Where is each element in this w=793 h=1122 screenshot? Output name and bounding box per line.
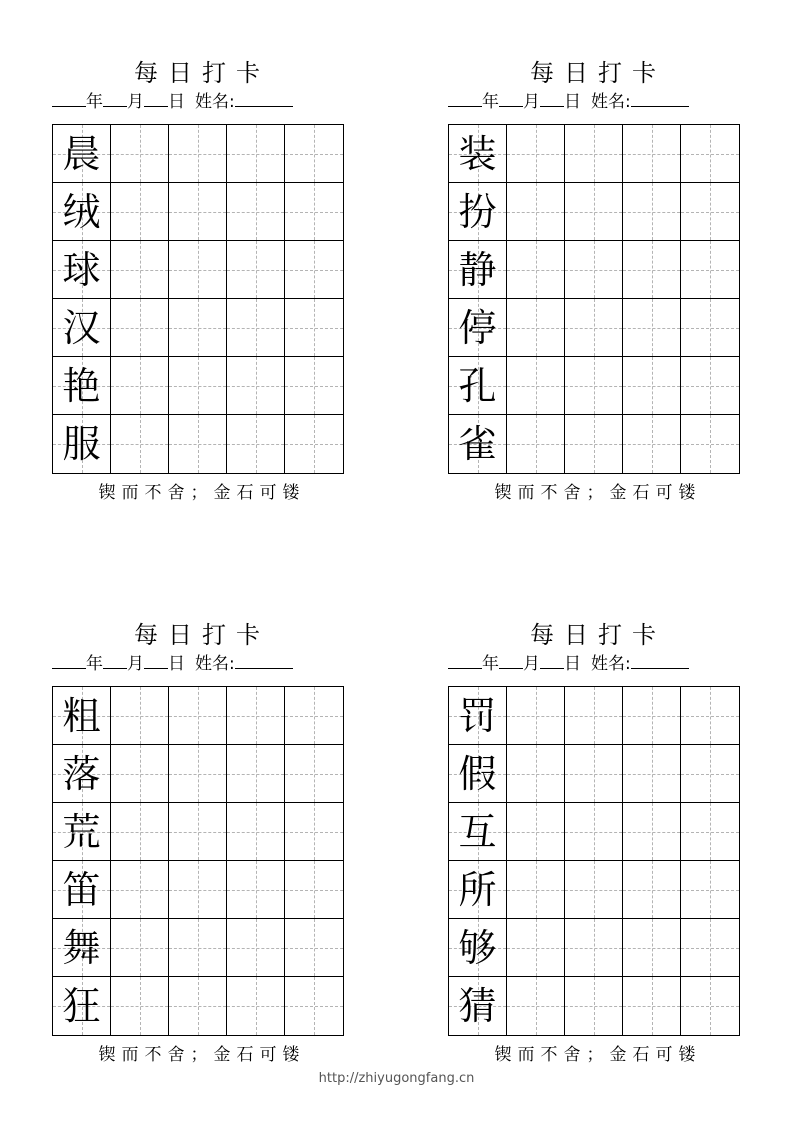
practice-cell[interactable] xyxy=(285,125,343,183)
practice-cell[interactable] xyxy=(507,919,565,977)
model-character: 猜 xyxy=(458,984,497,1028)
practice-cell[interactable] xyxy=(681,803,739,861)
practice-cell[interactable] xyxy=(681,745,739,803)
practice-cell[interactable] xyxy=(681,357,739,415)
model-char-cell xyxy=(53,861,111,919)
model-character: 落 xyxy=(62,751,101,796)
month-blank[interactable] xyxy=(499,90,523,107)
practice-cell[interactable] xyxy=(285,745,343,803)
practice-cell[interactable] xyxy=(111,125,169,183)
practice-cell[interactable] xyxy=(169,687,227,745)
name-blank[interactable] xyxy=(235,90,293,107)
model-character: 静 xyxy=(458,247,497,292)
practice-cell[interactable] xyxy=(623,687,681,745)
model-char-cell xyxy=(53,241,111,299)
practice-cell[interactable] xyxy=(507,687,565,745)
practice-cell[interactable] xyxy=(623,415,681,473)
day-label: 日 xyxy=(564,92,581,112)
model-character: 装 xyxy=(458,131,497,176)
practice-cell[interactable] xyxy=(565,687,623,745)
practice-cell[interactable] xyxy=(227,977,285,1035)
practice-cell[interactable] xyxy=(507,415,565,473)
model-character: 汉 xyxy=(62,305,101,350)
model-character: 晨 xyxy=(62,131,101,176)
practice-cell[interactable] xyxy=(565,977,623,1035)
name-label: 姓名: xyxy=(591,654,631,674)
year-blank[interactable] xyxy=(52,652,86,669)
model-character: 舞 xyxy=(62,925,101,970)
name-label: 姓名: xyxy=(195,654,235,674)
practice-cell[interactable] xyxy=(565,745,623,803)
practice-cell[interactable] xyxy=(227,125,285,183)
practice-cell[interactable] xyxy=(285,803,343,861)
motto-text: 锲而不舍；金石可镂 xyxy=(494,483,702,503)
model-char-cell xyxy=(53,977,111,1035)
motto-text: 锲而不舍；金石可镂 xyxy=(98,483,306,503)
practice-cell[interactable] xyxy=(623,803,681,861)
practice-cell[interactable] xyxy=(169,861,227,919)
model-char-cell xyxy=(53,803,111,861)
practice-cell[interactable] xyxy=(565,125,623,183)
practice-cell[interactable] xyxy=(111,241,169,299)
practice-cell[interactable] xyxy=(565,357,623,415)
date-name-line xyxy=(52,90,352,113)
practice-cell[interactable] xyxy=(681,861,739,919)
model-character: 服 xyxy=(62,422,101,466)
practice-cell[interactable] xyxy=(565,861,623,919)
day-label: 日 xyxy=(168,654,185,674)
practice-cell[interactable] xyxy=(507,745,565,803)
month-blank[interactable] xyxy=(499,652,523,669)
practice-cell[interactable] xyxy=(507,803,565,861)
model-character: 所 xyxy=(458,867,497,912)
practice-cell[interactable] xyxy=(565,183,623,241)
model-char-cell xyxy=(449,803,507,861)
practice-cell[interactable] xyxy=(227,183,285,241)
practice-cell[interactable] xyxy=(111,415,169,473)
model-character: 荒 xyxy=(62,809,101,854)
practice-cell[interactable] xyxy=(681,415,739,473)
practice-cell[interactable] xyxy=(681,241,739,299)
day-label: 日 xyxy=(168,92,185,112)
model-char-cell xyxy=(53,687,111,745)
date-name-line xyxy=(448,90,748,113)
practice-cell[interactable] xyxy=(681,919,739,977)
month-blank[interactable] xyxy=(103,652,127,669)
model-char-cell xyxy=(449,241,507,299)
practice-cell[interactable] xyxy=(681,977,739,1035)
practice-cell[interactable] xyxy=(227,415,285,473)
model-char-cell xyxy=(53,357,111,415)
practice-cell[interactable] xyxy=(169,919,227,977)
year-blank[interactable] xyxy=(52,90,86,107)
practice-cell[interactable] xyxy=(169,803,227,861)
practice-cell[interactable] xyxy=(623,299,681,357)
practice-cell[interactable] xyxy=(565,299,623,357)
practice-cell[interactable] xyxy=(111,357,169,415)
practice-cell[interactable] xyxy=(623,977,681,1035)
model-char-cell xyxy=(53,745,111,803)
model-char-cell xyxy=(449,183,507,241)
year-label: 年 xyxy=(86,654,103,674)
model-char-cell xyxy=(53,415,111,473)
practice-cell[interactable] xyxy=(169,357,227,415)
practice-cell[interactable] xyxy=(111,919,169,977)
practice-cell[interactable] xyxy=(169,299,227,357)
practice-cell[interactable] xyxy=(681,183,739,241)
practice-cell[interactable] xyxy=(227,241,285,299)
day-label: 日 xyxy=(564,654,581,674)
model-char-cell xyxy=(449,415,507,473)
practice-cell[interactable] xyxy=(623,183,681,241)
footer-url: http://zhiyugongfang.cn xyxy=(318,1071,475,1086)
model-character: 罚 xyxy=(458,693,497,738)
year-label: 年 xyxy=(482,92,499,112)
tian-grid xyxy=(52,124,344,474)
model-char-cell xyxy=(449,861,507,919)
practice-cell[interactable] xyxy=(623,861,681,919)
year-label: 年 xyxy=(86,92,103,112)
practice-cell[interactable] xyxy=(111,803,169,861)
year-blank[interactable] xyxy=(448,90,482,107)
practice-cell[interactable] xyxy=(285,357,343,415)
month-label: 月 xyxy=(523,654,540,674)
practice-cell[interactable] xyxy=(111,687,169,745)
month-label: 月 xyxy=(523,92,540,112)
model-char-cell xyxy=(449,299,507,357)
model-character: 笛 xyxy=(62,867,101,912)
model-char-cell xyxy=(449,745,507,803)
model-char-cell xyxy=(449,919,507,977)
day-blank[interactable] xyxy=(144,652,168,669)
practice-cell[interactable] xyxy=(623,125,681,183)
practice-cell[interactable] xyxy=(565,241,623,299)
month-label: 月 xyxy=(127,654,144,674)
practice-cell[interactable] xyxy=(111,299,169,357)
name-label: 姓名: xyxy=(591,92,631,112)
model-character: 假 xyxy=(458,751,497,796)
practice-cell[interactable] xyxy=(507,977,565,1035)
card-title: 每日打卡 xyxy=(530,621,666,649)
practice-cell[interactable] xyxy=(169,183,227,241)
practice-cell[interactable] xyxy=(285,183,343,241)
motto-text: 锲而不舍；金石可镂 xyxy=(98,1045,306,1065)
model-character: 绒 xyxy=(62,189,101,234)
motto-text: 锲而不舍；金石可镂 xyxy=(494,1045,702,1065)
model-char-cell xyxy=(53,919,111,977)
card-title: 每日打卡 xyxy=(134,59,270,87)
model-character: 够 xyxy=(458,925,497,970)
practice-cell[interactable] xyxy=(565,919,623,977)
card-title: 每日打卡 xyxy=(530,59,666,87)
practice-cell[interactable] xyxy=(507,125,565,183)
practice-cell[interactable] xyxy=(681,125,739,183)
name-label: 姓名: xyxy=(195,92,235,112)
practice-cell[interactable] xyxy=(507,861,565,919)
practice-cell[interactable] xyxy=(507,241,565,299)
model-char-cell xyxy=(449,357,507,415)
practice-cell[interactable] xyxy=(227,803,285,861)
practice-cell[interactable] xyxy=(507,357,565,415)
tian-grid xyxy=(448,686,740,1036)
model-char-cell xyxy=(53,183,111,241)
practice-cell[interactable] xyxy=(169,241,227,299)
practice-cell[interactable] xyxy=(507,183,565,241)
tian-grid xyxy=(52,686,344,1036)
name-blank[interactable] xyxy=(235,652,293,669)
practice-cell[interactable] xyxy=(227,861,285,919)
name-blank[interactable] xyxy=(631,652,689,669)
month-blank[interactable] xyxy=(103,90,127,107)
practice-cell[interactable] xyxy=(227,357,285,415)
practice-cell[interactable] xyxy=(285,861,343,919)
practice-cell[interactable] xyxy=(227,745,285,803)
tian-grid xyxy=(448,124,740,474)
practice-cell[interactable] xyxy=(285,687,343,745)
practice-cell[interactable] xyxy=(681,687,739,745)
practice-cell[interactable] xyxy=(285,919,343,977)
practice-cell[interactable] xyxy=(169,745,227,803)
practice-cell[interactable] xyxy=(111,861,169,919)
practice-cell[interactable] xyxy=(285,299,343,357)
practice-cell[interactable] xyxy=(623,241,681,299)
model-character: 停 xyxy=(458,305,497,350)
name-blank[interactable] xyxy=(631,90,689,107)
practice-cell[interactable] xyxy=(111,183,169,241)
practice-cell[interactable] xyxy=(169,415,227,473)
model-character: 粗 xyxy=(62,693,101,738)
model-character: 球 xyxy=(62,247,101,292)
year-label: 年 xyxy=(482,654,499,674)
practice-cell[interactable] xyxy=(169,125,227,183)
practice-cell[interactable] xyxy=(111,745,169,803)
year-blank[interactable] xyxy=(448,652,482,669)
practice-cell[interactable] xyxy=(507,299,565,357)
practice-cell[interactable] xyxy=(285,977,343,1035)
model-char-cell xyxy=(449,687,507,745)
practice-cell[interactable] xyxy=(623,919,681,977)
practice-cell[interactable] xyxy=(227,919,285,977)
model-char-cell xyxy=(53,299,111,357)
model-character: 扮 xyxy=(458,189,497,234)
practice-cell[interactable] xyxy=(227,687,285,745)
practice-cell[interactable] xyxy=(111,977,169,1035)
model-char-cell xyxy=(53,125,111,183)
day-blank[interactable] xyxy=(540,652,564,669)
date-name-line xyxy=(52,652,352,675)
practice-cell[interactable] xyxy=(565,415,623,473)
practice-cell[interactable] xyxy=(285,241,343,299)
day-blank[interactable] xyxy=(540,90,564,107)
practice-cell[interactable] xyxy=(623,745,681,803)
practice-cell[interactable] xyxy=(169,977,227,1035)
date-name-line xyxy=(448,652,748,675)
month-label: 月 xyxy=(127,92,144,112)
practice-cell[interactable] xyxy=(681,299,739,357)
model-character: 孔 xyxy=(458,363,497,408)
practice-cell[interactable] xyxy=(623,357,681,415)
day-blank[interactable] xyxy=(144,90,168,107)
model-char-cell xyxy=(449,977,507,1035)
card-title: 每日打卡 xyxy=(134,621,270,649)
model-character: 互 xyxy=(458,809,497,854)
practice-cell[interactable] xyxy=(285,415,343,473)
model-character: 狂 xyxy=(62,984,101,1028)
practice-cell[interactable] xyxy=(565,803,623,861)
practice-cell[interactable] xyxy=(227,299,285,357)
model-character: 雀 xyxy=(458,422,497,466)
model-char-cell xyxy=(449,125,507,183)
model-character: 艳 xyxy=(62,363,101,408)
